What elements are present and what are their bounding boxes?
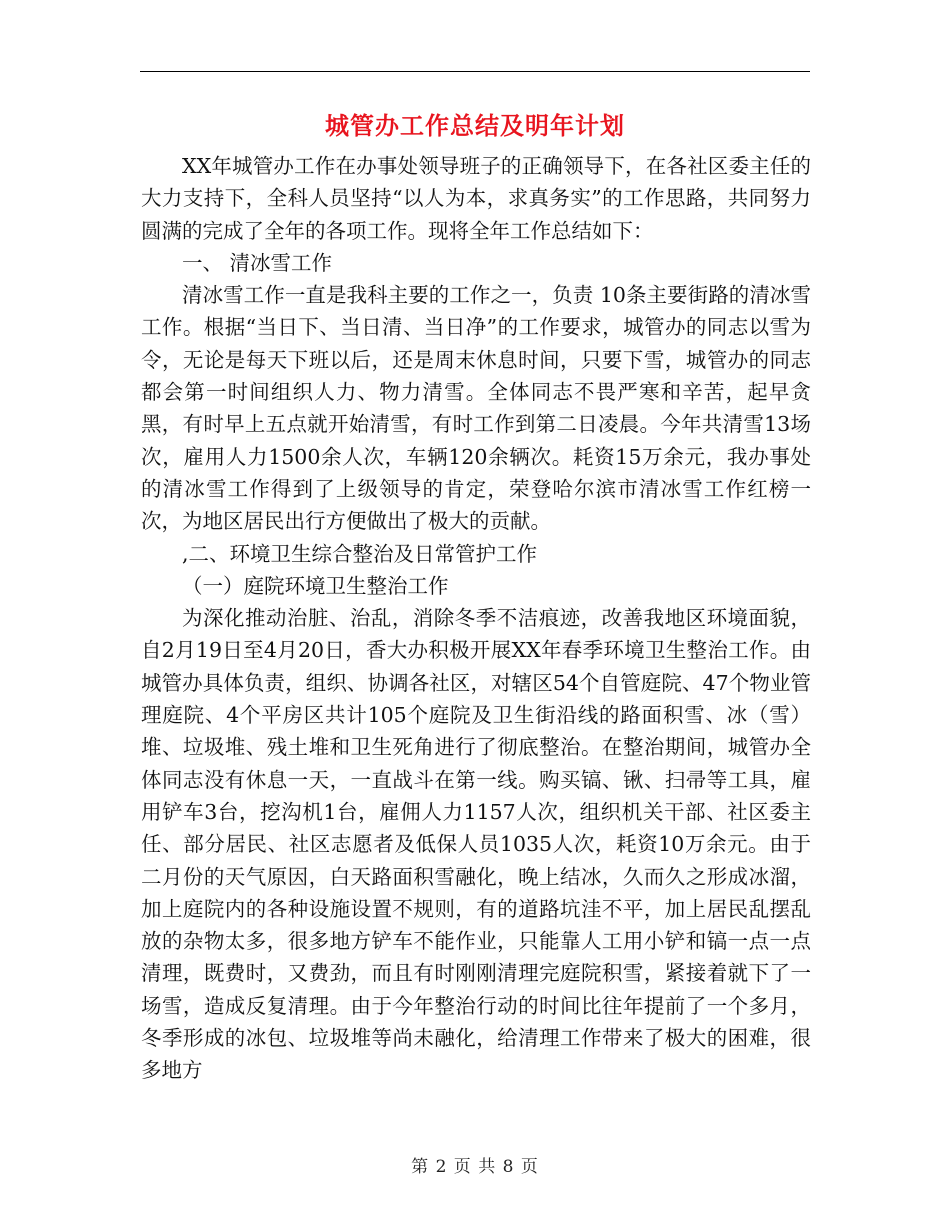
section-heading-sanitation: ,二、环境卫生综合整治及日常管护工作 xyxy=(182,541,538,566)
subsection-heading-courtyard: （一）庭院环境卫生整治工作 xyxy=(182,573,449,598)
section-heading-snow-clearing: 一、 清冰雪工作 xyxy=(182,250,333,275)
courtyard-paragraph: 为深化推动治脏、治乱，消除冬季不洁痕迹，改善我地区环境面貌，自2月19日至4月20日，香大办积极开展XX年春季环境卫生整治工作。由城管办具体负责，组织、协调各社区，对辖区54个自管庭院、47个物业管理庭院、4个平房区共计105个庭院及卫生街沿线的路面积雪、冰（雪）堆、垃圾堆、残土堆和卫生死角进行了彻底整治。在整治期间，城管办全体同志没有休息一天，一直战斗在第一线。购买镐、锹、扫帚等工具，雇用铲车3台，挖沟机1台，雇佣人力1157人次，组织机关干部、社区委主任、部分居民、社区志愿者及低保人员1035人次，耗资10万余元。由于二月份的天气原因，白天路面积雪融化，晚上结冰，久而久之形成冰溜，加上庭院内的各种设施设置不规则，有的道路坑洼不平，加上居民乱摆乱放的杂物太多，很多地方铲车不能作业，只能靠人工用小铲和镐一点一点清理，既费时，又费劲，而且有时刚刚清理完庭院积雪，紧接着就下了一场雪，造成反复清理。由于今年整治行动的时间比往年提前了一个多月，冬季形成的冰包、垃圾堆等尚未融化，给清理工作带来了极大的困难，很多地方 xyxy=(141,606,811,1083)
snow-clearing-paragraph: 清冰雪工作一直是我科主要的工作之一，负责 10条主要街路的清冰雪工作。根据“当日下、当日清、当日净”的工作要求，城管办的同志以雪为令，无论是每天下班以后，还是周末休息时间，只要下雪，城管办的同志都会第一时间组织人力、物力清雪。全体同志不畏严寒和辛苦，起早贪黑，有时早上五点就开始清雪，有时工作到第二日凌晨。今年共清雪13场次，雇用人力1500余人次，车辆120余辆次。耗资15万余元，我办事处的清冰雪工作得到了上级领导的肯定，荣登哈尔滨市清冰雪工作红榜一次，为地区居民出行方便做出了极大的贡献。 xyxy=(141,283,811,534)
intro-paragraph: XX年城管办工作在办事处领导班子的正确领导下，在各社区委主任的大力支持下，全科人员坚持“以人为本，求真务实”的工作思路，共同努力圆满的完成了全年的各项工作。现将全年工作总结如下： xyxy=(141,154,811,243)
document-title: 城管办工作总结及明年计划 xyxy=(325,111,625,140)
page-number-footer: 第 2 页 共 8 页 xyxy=(411,1157,539,1177)
header-rule xyxy=(140,71,810,72)
document-body xyxy=(141,150,811,1087)
